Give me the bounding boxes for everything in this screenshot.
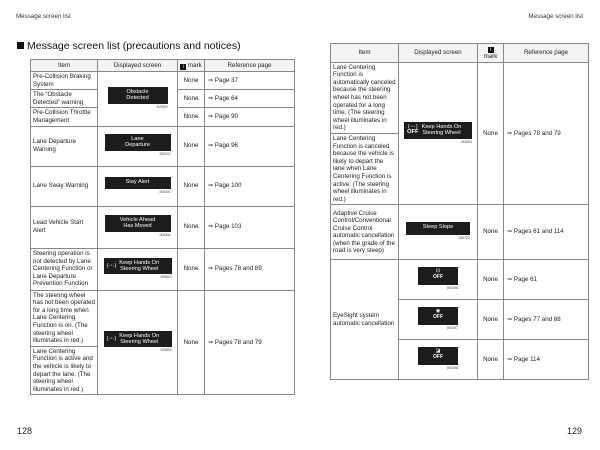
row-item: Pre-Collision Throttle Management (31, 108, 98, 126)
steering-wheel-icon: (·◦·) (106, 262, 117, 269)
table-row (31, 248, 295, 290)
screen-code: I53004 (159, 233, 171, 238)
display-cell (399, 205, 478, 260)
display-cell (399, 300, 478, 340)
table-header-row (31, 60, 295, 72)
screen-text: Keep Hands On Steering Wheel (119, 259, 160, 272)
row-mark: None (178, 90, 205, 108)
display-cell (98, 248, 178, 290)
section-title (17, 40, 241, 52)
table-header-row (331, 44, 589, 63)
row-ref: ⇒ Page 37 (205, 72, 295, 90)
left-message-table (30, 59, 295, 395)
row-mark: None (478, 62, 504, 205)
table-row (31, 72, 295, 90)
table-row (331, 205, 589, 260)
col-display: Displayed screen (98, 60, 178, 72)
screen-lane-departure: Lane Departure (105, 134, 171, 151)
table-row (331, 260, 589, 300)
screen-code: I53198 (447, 366, 458, 371)
row-mark: None (178, 166, 205, 206)
screen-code: I53196 (447, 286, 458, 291)
screen-obstacle-detected: Obstacle Detected (108, 87, 168, 104)
cruise-control-icon: ◉ (435, 308, 441, 315)
row-ref: ⇒ Pages 61 and 114 (504, 205, 589, 260)
row-item: Adaptive Cruise Control/Conventional Cruise Control automatic cancellation (when the grade of the road is very steep) (331, 205, 399, 260)
display-cell (98, 126, 178, 166)
row-mark: None (178, 206, 205, 248)
screen-car-off (418, 267, 458, 285)
page-number-left: 128 (17, 426, 33, 436)
row-mark: None (178, 108, 205, 126)
col-display: Displayed screen (399, 44, 478, 63)
row-mark: None (178, 290, 205, 395)
running-header-left: Message screen list (16, 13, 71, 20)
car-icon: ⊡ (435, 268, 441, 275)
screen-code: I53663 (160, 348, 172, 353)
row-ref: ⇒ Page 61 (504, 260, 589, 300)
display-cell (98, 166, 178, 206)
row-ref: ⇒ Pages 78 and 79 (504, 62, 589, 205)
table-row (31, 290, 295, 346)
info-mark-icon: i (180, 64, 186, 70)
off-label: OFF (433, 274, 443, 281)
row-item: The steering wheel has not been operated for a long time when Lane Centering Function is on. (The steering wheel illuminates in red.) (31, 290, 98, 346)
road-sign-icon: ◪ (435, 348, 441, 355)
screen-code: I53197 (447, 326, 458, 331)
row-mark: None (178, 72, 205, 90)
row-mark: None (478, 340, 504, 380)
off-label: OFF (433, 354, 443, 361)
row-item: Pre-Collision Braking System (31, 72, 98, 90)
steering-wheel-icon: (·◦·) (106, 336, 117, 343)
screen-code: I53722 (459, 236, 470, 241)
col-mark (478, 44, 504, 63)
screen-code: I53664 (461, 139, 472, 144)
row-mark: None (478, 260, 504, 300)
screen-vehicle-ahead-moved: Vehicle Ahead Has Moved (105, 215, 171, 232)
table-row (31, 206, 295, 248)
row-ref: ⇒ Page 90 (205, 108, 295, 126)
table-row (331, 62, 589, 133)
display-cell (399, 62, 478, 205)
display-cell (399, 340, 478, 380)
row-item: Lane Sway Warning (31, 166, 98, 206)
row-item: Lane Centering Function is automatically canceled because the steering wheel has not been operated for a long time. (The steering wheel illuminates in red.) (331, 62, 399, 133)
display-cell (98, 290, 178, 395)
row-ref: ⇒ Pages 77 and 88 (504, 300, 589, 340)
row-mark: None (478, 300, 504, 340)
display-cell (399, 260, 478, 300)
screen-keep-hands-on (104, 331, 172, 347)
row-ref: ⇒ Pages 78 and 89 (205, 248, 295, 290)
screen-text: Keep Hands On Steering Wheel (421, 123, 462, 137)
col-ref: Reference page (504, 44, 589, 63)
col-mark-label: mark (483, 53, 498, 60)
row-ref: ⇒ Page 103 (205, 206, 295, 248)
table-row (31, 126, 295, 166)
page-number-right: 129 (566, 426, 582, 436)
display-cell (98, 206, 178, 248)
steering-wheel-off-icon: (·◦·) OFF (407, 124, 419, 136)
row-mark: None (178, 126, 205, 166)
screen-code: I52999 (156, 104, 168, 109)
section-title-text: Message screen list (precautions and notices) (27, 40, 241, 52)
row-item: Lane Centering Function is canceled because the vehicle is likely to depart the lane when Lane Centering Function is active. (The steering wheel illuminates in red.) (331, 133, 399, 204)
screen-keep-hands-on (104, 258, 172, 274)
row-ref: ⇒ Page 114 (504, 340, 589, 380)
off-label: OFF (407, 129, 419, 136)
screen-cruise-off (418, 307, 458, 325)
row-mark: None (178, 248, 205, 290)
row-ref: ⇒ Page 100 (205, 166, 295, 206)
row-item: The “Obstacle Detected” warning (31, 90, 98, 108)
row-item: Lane Centering Function is active and the vehicle is likely to depart the lane. (The steering wheel illuminates in red.) (31, 346, 98, 395)
row-item: Lane Departure Warning (31, 126, 98, 166)
screen-code: I53663 (160, 274, 172, 279)
col-item: Item (31, 60, 98, 72)
row-ref: ⇒ Pages 78 and 79 (205, 290, 295, 395)
col-mark (178, 60, 205, 72)
section-bullet-icon (17, 42, 24, 49)
col-mark-label: mark (187, 61, 202, 69)
screen-code: I53002 (159, 152, 171, 157)
off-label: OFF (433, 314, 443, 321)
info-mark-icon: i (488, 47, 494, 53)
screen-code: I53003 (159, 189, 171, 194)
display-cell (98, 72, 178, 127)
col-item: Item (331, 44, 399, 63)
right-message-table (330, 43, 589, 380)
screen-text: Keep Hands On Steering Wheel (119, 332, 160, 346)
table-row (31, 166, 295, 206)
screen-sign-off (418, 347, 458, 365)
row-ref: ⇒ Page 64 (205, 90, 295, 108)
row-item: Lead Vehicle Start Alert (31, 206, 98, 248)
row-mark: None (478, 205, 504, 260)
row-item: Steering operation is not detected by Lane Centering Function or Lane Departure Prevention Function (31, 248, 98, 290)
col-ref: Reference page (205, 60, 295, 72)
screen-steep-slope: Steep Slope (406, 222, 470, 235)
running-header-right: Message screen list (528, 13, 583, 20)
row-item: EyeSight system automatic cancellation (331, 260, 399, 380)
screen-keep-hands-on-off (404, 122, 472, 139)
row-ref: ⇒ Page 96 (205, 126, 295, 166)
screen-stay-alert: Stay Alert (105, 177, 171, 189)
